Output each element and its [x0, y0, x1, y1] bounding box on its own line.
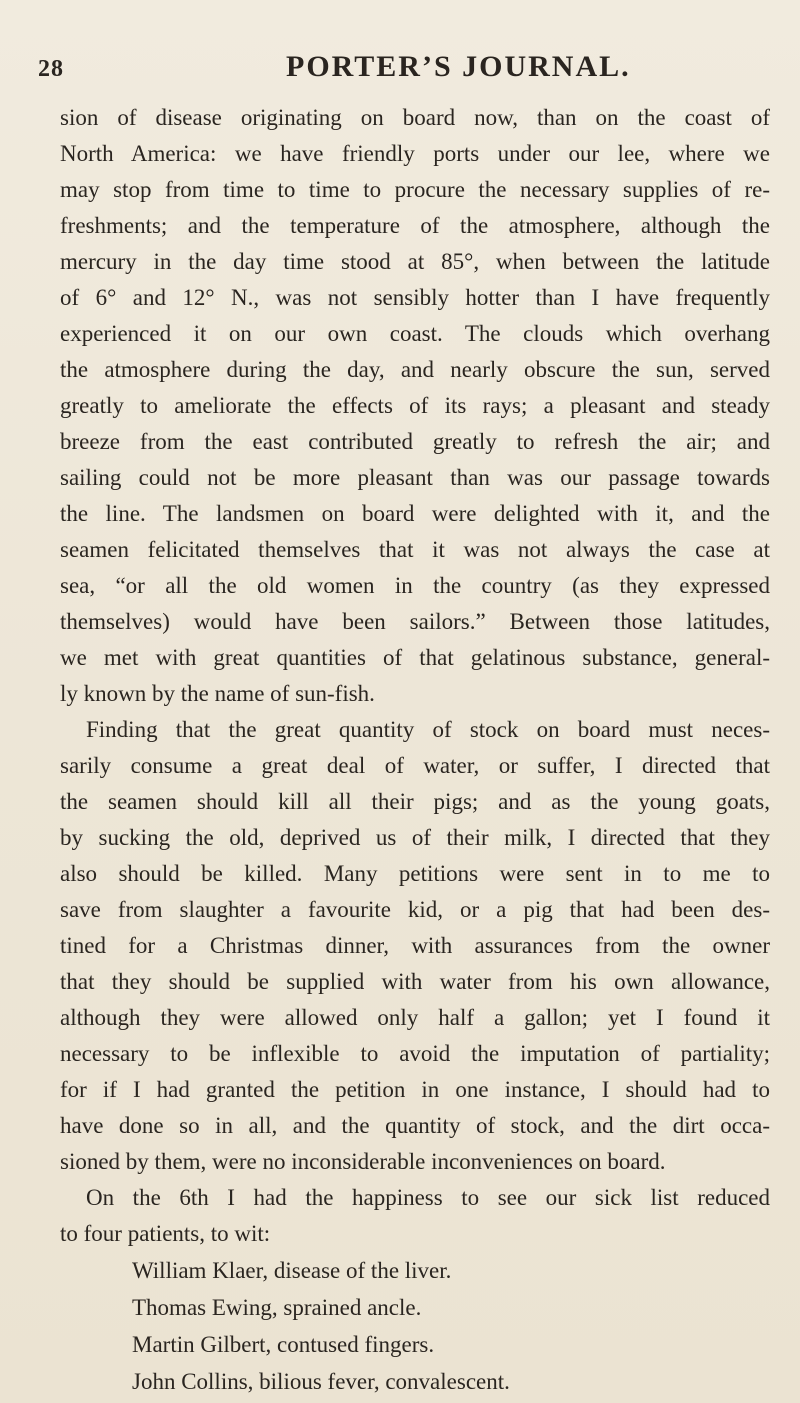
text-line: the atmosphere during the day, and nearly obscure the sun, served	[60, 357, 770, 382]
text-line: of 6° and 12° N., was not sensibly hotter than I have frequently	[60, 285, 770, 310]
text-line: sea, “or all the old women in the country (as they expressed	[60, 573, 770, 598]
text-line: may stop from time to time to procure the necessary supplies of re-	[60, 177, 770, 202]
text-line: seamen felicitated themselves that it was not always the case at	[60, 537, 770, 562]
text-line: themselves) would have been sailors.” Between those latitudes,	[60, 609, 770, 634]
text-line: greatly to ameliorate the effects of its rays; a pleasant and steady	[60, 393, 770, 418]
paragraph-stock-slaughter	[60, 712, 770, 1180]
text-line: experienced it on our own coast. The clouds which overhang	[60, 321, 770, 346]
text-line: sailing could not be more pleasant than was our passage towards	[60, 465, 770, 490]
text-line: by sucking the old, deprived us of their milk, I directed that they	[60, 825, 770, 850]
text-line: On the 6th I had the happiness to see our sick list reduced	[86, 1185, 770, 1210]
patient-list	[60, 1252, 770, 1400]
body-text	[60, 100, 770, 1400]
text-line: freshments; and the temperature of the atmosphere, although the	[60, 213, 770, 238]
text-line: breeze from the east contributed greatly to refresh the air; and	[60, 429, 770, 454]
patient-entry: John Collins, bilious fever, convalescent.	[132, 1369, 510, 1394]
page-header	[38, 50, 740, 90]
text-line: save from slaughter a favourite kid, or a pig that had been des-	[60, 897, 770, 922]
text-line: ly known by the name of sun-fish.	[60, 681, 375, 706]
text-line: also should be killed. Many petitions were sent in to me to	[60, 861, 770, 886]
patient-entry: Thomas Ewing, sprained ancle.	[132, 1295, 422, 1320]
text-line: to four patients, to wit:	[60, 1221, 271, 1246]
patient-entry: Martin Gilbert, contused fingers.	[132, 1332, 435, 1357]
text-line: the line. The landsmen on board were delighted with it, and the	[60, 501, 770, 526]
page-number: 28	[38, 56, 64, 82]
text-line: the seamen should kill all their pigs; and as the young goats,	[60, 789, 770, 814]
running-head-title: PORTER’S JOURNAL.	[286, 50, 631, 83]
text-line: sioned by them, were no inconsiderable inconveniences on board.	[60, 1149, 666, 1174]
text-line: Finding that the great quantity of stock on board must neces-	[86, 717, 770, 742]
text-line: North America: we have friendly ports under our lee, where we	[60, 141, 770, 166]
text-line: sion of disease originating on board now, than on the coast of	[60, 105, 770, 130]
text-line: necessary to be inflexible to avoid the imputation of partiality;	[60, 1041, 770, 1066]
text-line: tined for a Christmas dinner, with assurances from the owner	[60, 933, 770, 958]
patient-entry: William Klaer, disease of the liver.	[132, 1258, 452, 1283]
text-line: we met with great quantities of that gelatinous substance, general-	[60, 645, 770, 670]
paragraph-sick-list	[60, 1180, 770, 1252]
text-line: sarily consume a great deal of water, or suffer, I directed that	[60, 753, 770, 778]
text-line: mercury in the day time stood at 85°, when between the latitude	[60, 249, 770, 274]
text-line: although they were allowed only half a gallon; yet I found it	[60, 1005, 770, 1030]
paragraph-sun-fish	[60, 100, 770, 712]
text-line: for if I had granted the petition in one instance, I should had to	[60, 1077, 770, 1102]
text-line: have done so in all, and the quantity of stock, and the dirt occa-	[60, 1113, 770, 1138]
text-line: that they should be supplied with water from his own allowance,	[60, 969, 770, 994]
